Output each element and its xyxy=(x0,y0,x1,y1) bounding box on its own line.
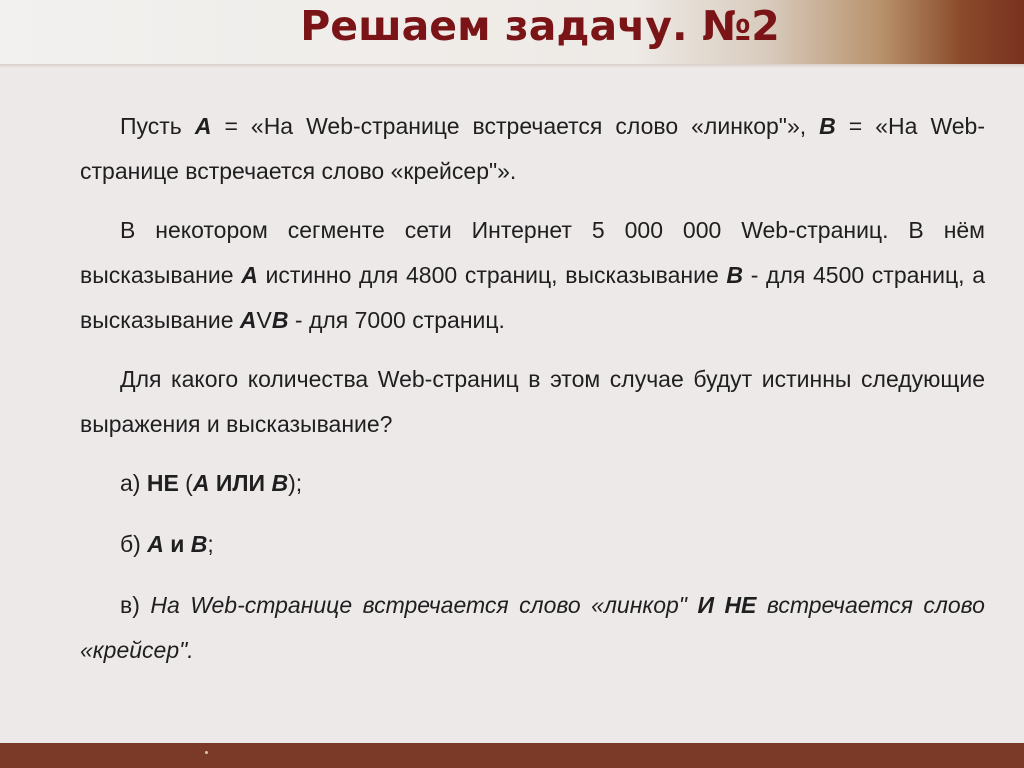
and-operator: и xyxy=(163,531,191,557)
item-label: в) xyxy=(120,592,151,618)
slide-header xyxy=(0,0,1024,64)
text: встречается слово «крейсер". xyxy=(80,592,985,663)
and-not-operator: И НЕ xyxy=(697,592,757,618)
text: = «На Web-странице встречается слово «линкор"», xyxy=(211,113,820,139)
variable-a: A xyxy=(241,262,258,288)
text: истинно для 4800 страниц, высказывание xyxy=(257,262,727,288)
footer-dot xyxy=(205,751,208,754)
not-operator: НЕ xyxy=(146,470,179,496)
text: На Web-странице встречается слово «линкор" xyxy=(150,592,698,618)
item-b xyxy=(80,522,985,567)
variable-a: A xyxy=(239,307,257,333)
or-operator: ИЛИ xyxy=(209,470,272,496)
paragraph-question: Для какого количества Web-страниц в этом случае будут истинны следующие выражения и высказывание? xyxy=(80,366,985,437)
slide-title: Решаем задачу. №2 xyxy=(300,2,780,50)
text: - для 4500 страниц, а высказывание xyxy=(80,262,985,333)
variable-b: B xyxy=(271,307,289,333)
slide-content xyxy=(80,104,985,689)
item-label: а) xyxy=(120,470,147,496)
variable-b: B xyxy=(726,262,744,288)
text: ; xyxy=(207,531,214,557)
variable-a: A xyxy=(194,113,212,139)
variable-b: B xyxy=(819,113,836,139)
text: ); xyxy=(288,470,303,496)
variable-b: B xyxy=(190,531,208,557)
variable-b: B xyxy=(271,470,289,496)
item-c xyxy=(80,583,985,673)
slide-footer xyxy=(0,743,1024,768)
paragraph-conditions xyxy=(80,208,985,343)
or-operator: V xyxy=(256,307,272,333)
item-label: б) xyxy=(120,531,148,557)
item-a xyxy=(80,461,985,506)
text: ( xyxy=(178,470,193,496)
text: - для 7000 страниц. xyxy=(288,307,505,333)
text: = «На Web-странице встречается слово «крейсер"». xyxy=(80,113,985,184)
text: Пусть xyxy=(120,113,195,139)
paragraph-definitions xyxy=(80,104,985,194)
variable-a: A xyxy=(147,531,164,557)
variable-a: A xyxy=(192,470,210,496)
header-shadow xyxy=(0,64,1024,68)
text: В некотором сегменте сети Интернет 5 000 000 Web-страниц. В нём высказывание xyxy=(80,217,985,288)
